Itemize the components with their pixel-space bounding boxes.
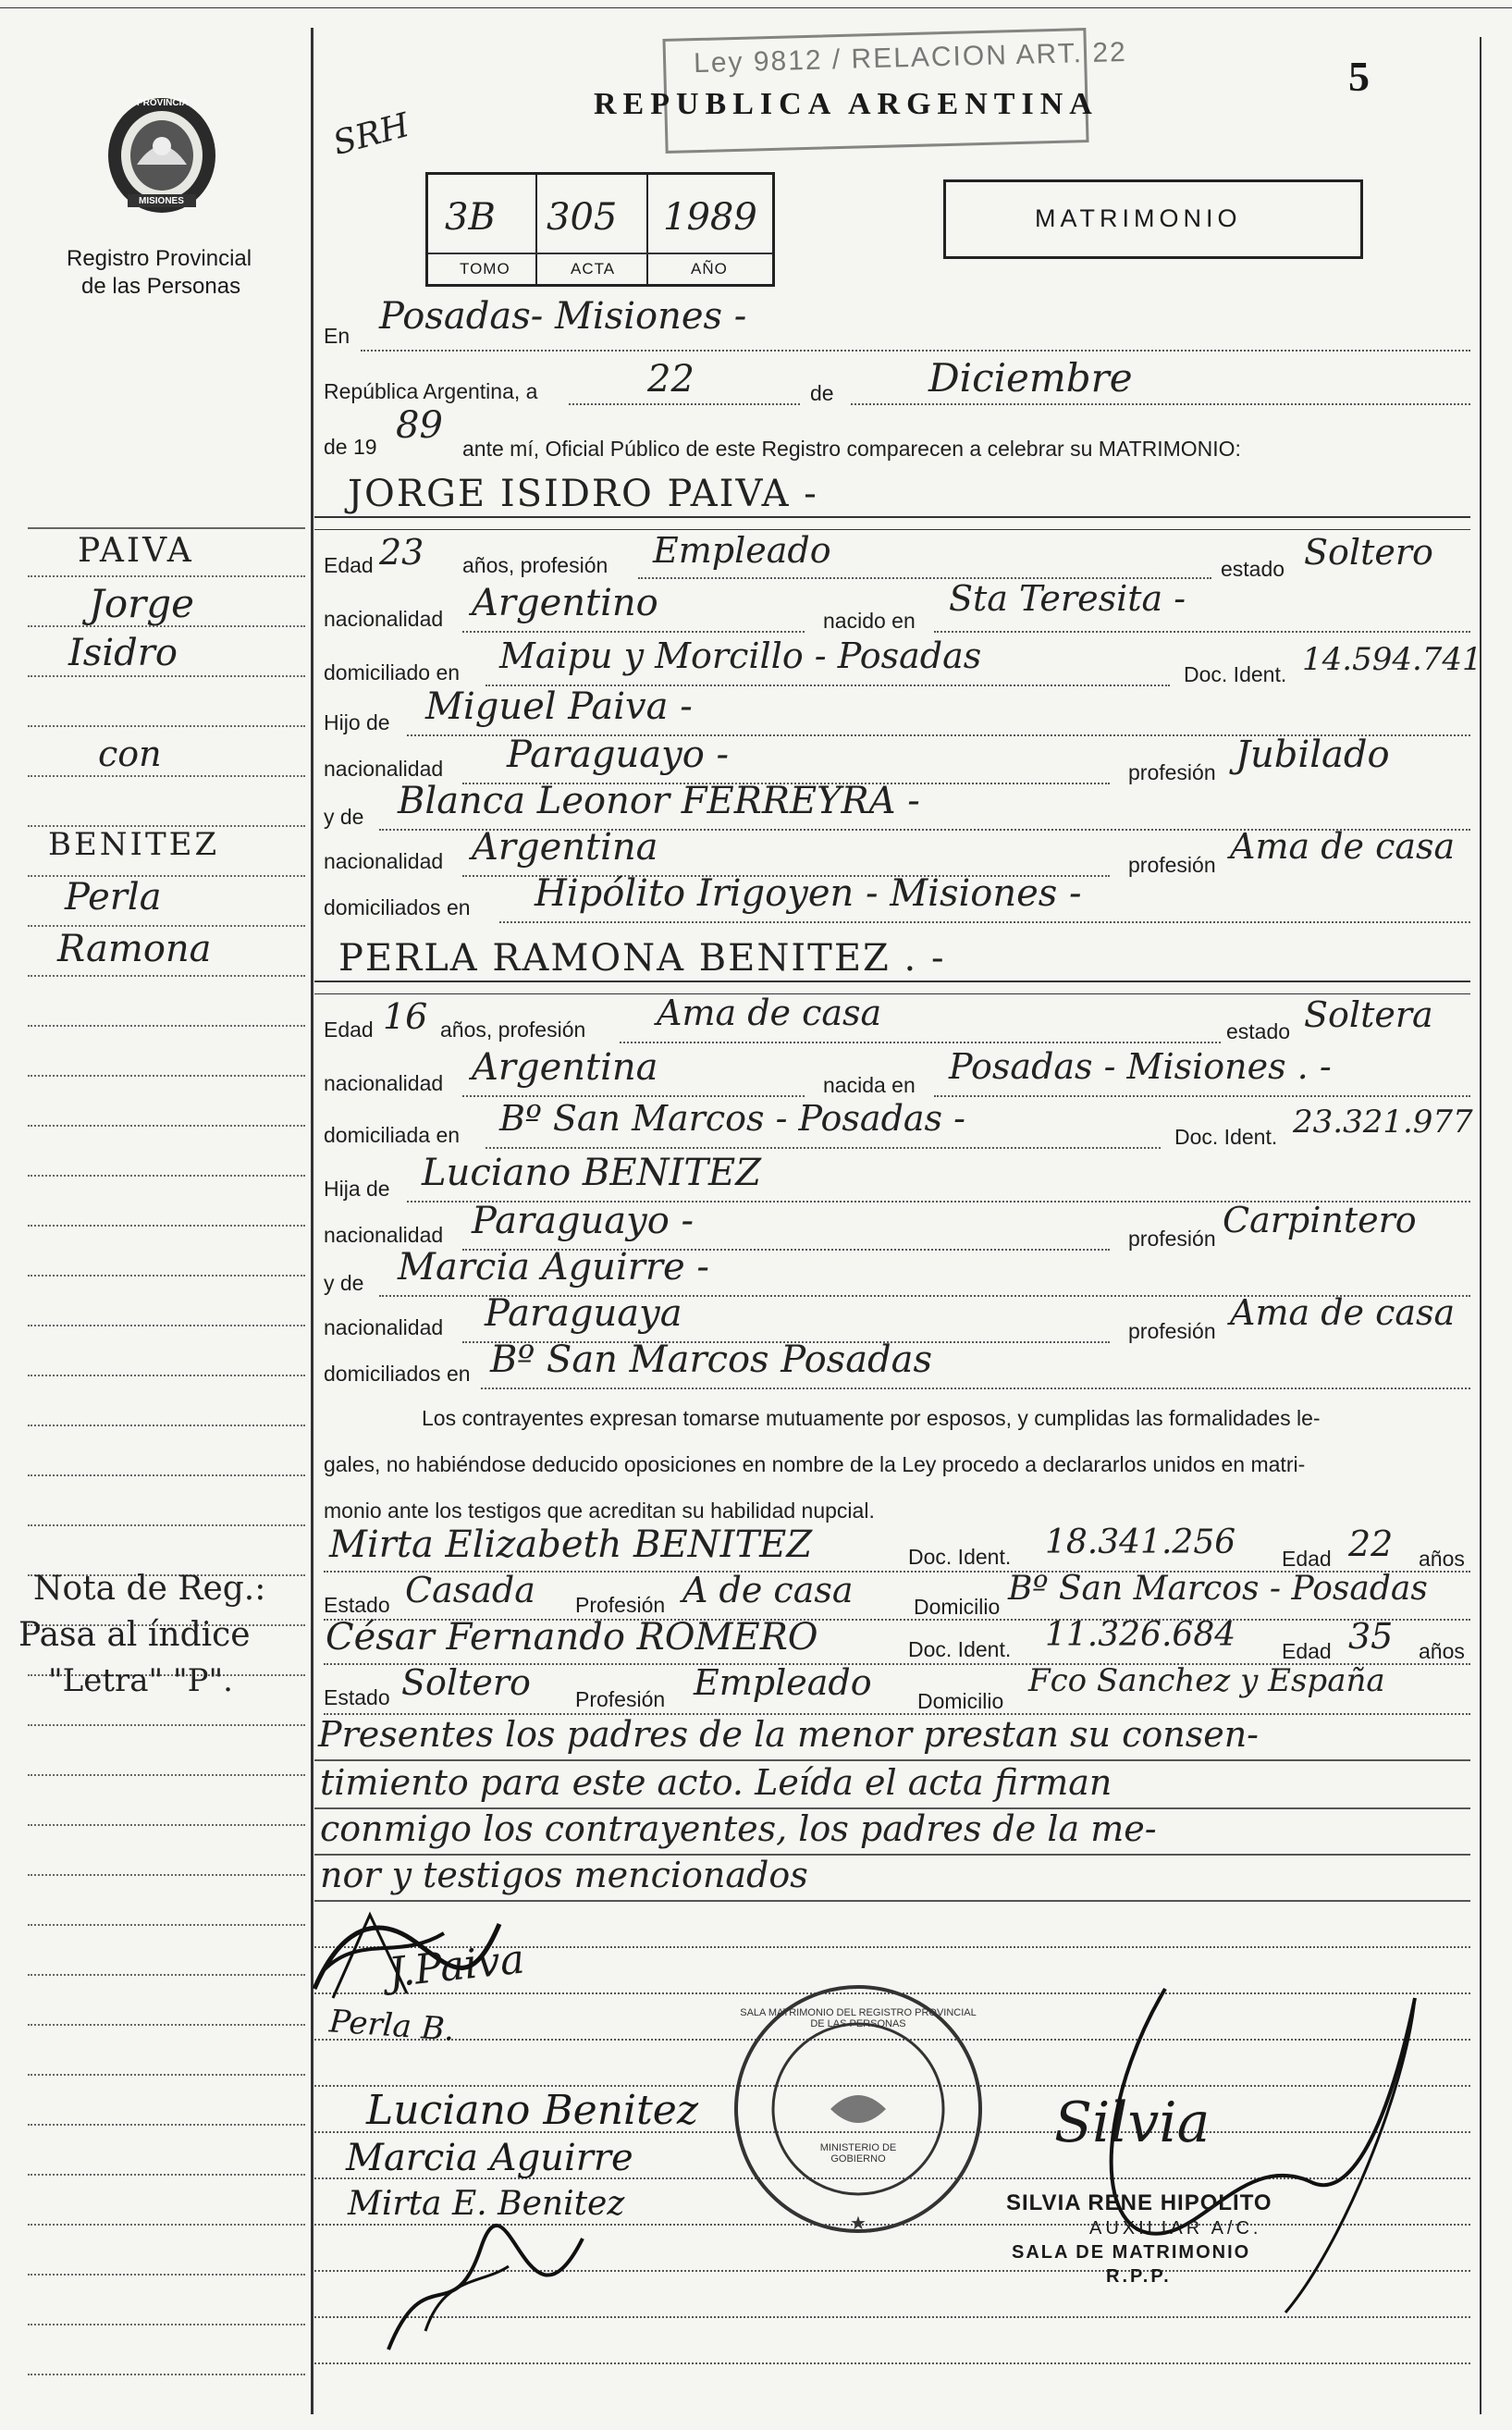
svg-text:★: ★: [850, 2214, 867, 2234]
groom-mother-prof-label: profesión: [1128, 853, 1216, 877]
signature-bride-mother: Marcia Aguirre: [346, 2137, 633, 2179]
witness2-anos-label: años: [1419, 1639, 1465, 1663]
bride-doc: 23.321.977: [1293, 1104, 1473, 1141]
signature-bride: Perla B.: [327, 2003, 456, 2049]
signature-bride-father: Luciano Benitez: [366, 2087, 699, 2134]
record-type-box: [943, 179, 1363, 259]
witness2-doc-label: Doc. Ident.: [908, 1637, 1012, 1661]
legal-text-line3: monio ante los testigos que acreditan su habilidad nupcial.: [324, 1499, 875, 1523]
observation-line3: conmigo los contrayentes, los padres de la me-: [320, 1808, 1157, 1849]
margin-bride-name2: Ramona: [57, 928, 212, 970]
witness2-estado: Soltero: [401, 1662, 531, 1703]
bride-father-nationality: Paraguayo -: [472, 1200, 695, 1242]
witness1-age: 22: [1348, 1523, 1394, 1564]
bride-mother-prof-label: profesión: [1128, 1319, 1216, 1343]
groom-hijo-label: Hijo de: [324, 710, 390, 734]
law-stamp-text: Ley 9812 / RELACION ART. 22: [693, 36, 1128, 80]
groom-doc-label: Doc. Ident.: [1184, 662, 1287, 686]
bride-edad-label: Edad: [324, 1018, 374, 1042]
bride-parents-domicile: Bº San Marcos Posadas: [490, 1338, 933, 1381]
seal-outer-text: SALA MATRIMONIO DEL REGISTRO PROVINCIAL DE LAS PERSONAS: [740, 2007, 977, 2029]
bride-mother-nationality: Paraguaya: [485, 1292, 682, 1335]
day-value: 22: [647, 358, 695, 401]
groom-doc: 14.594.741: [1302, 641, 1482, 678]
witness1-anos-label: años: [1419, 1547, 1465, 1571]
groom-anos-profesion-label: años, profesión: [462, 553, 608, 577]
legal-text-line2: gales, no habiéndose deducido oposiciones en nombre de la Ley procedo a declararlos unidos en matri-: [324, 1452, 1306, 1476]
ano-value: 1989: [663, 196, 757, 239]
de-label: de: [810, 381, 834, 405]
margin-note-line1: Nota de Reg.:: [33, 1570, 266, 1608]
bride-birthplace: Posadas - Misiones . -: [949, 1046, 1332, 1087]
year-suffix: 89: [396, 404, 443, 447]
official-signature: Silvia: [1054, 2091, 1211, 2155]
witness1-estado-label: Estado: [324, 1593, 390, 1617]
witness1-estado: Casada: [405, 1570, 535, 1610]
bride-anos-profesion-label: años, profesión: [440, 1018, 586, 1042]
groom-yde-label: y de: [324, 805, 364, 829]
official-signature-stroke: [1008, 1980, 1433, 2322]
observation-line1: Presentes los padres de la menor prestan su consen-: [318, 1714, 1260, 1755]
bride-domiciliada-label: domiciliada en: [324, 1123, 461, 1147]
acta-value: 305: [547, 196, 618, 239]
groom-domiciliado-label: domiciliado en: [324, 660, 461, 685]
witness2-prof-label: Profesión: [575, 1687, 666, 1711]
margin-groom-name1: Jorge: [89, 581, 194, 626]
seal-top-text: PROVINCIA: [137, 98, 189, 108]
bride-parents-dom-label: domiciliados en: [324, 1362, 471, 1386]
witness1-edad-label: Edad: [1282, 1547, 1332, 1571]
witness1-domicile: Bº San Marcos - Posadas: [1008, 1570, 1428, 1608]
document-title: REPUBLICA ARGENTINA: [594, 87, 1099, 121]
groom-full-name: JORGE ISIDRO PAIVA -: [348, 473, 818, 515]
witness1-profession: A de casa: [682, 1570, 854, 1610]
groom-estado-label: estado: [1221, 557, 1285, 581]
groom-edad-label: Edad: [324, 553, 374, 577]
tomo-label: TOMO: [460, 260, 510, 278]
margin-con: con: [98, 734, 162, 774]
registry-name-line2: de las Personas: [81, 274, 241, 299]
groom-mother: Blanca Leonor FERREYRA -: [398, 780, 920, 822]
groom-age: 23: [379, 532, 424, 573]
registry-name-line1: Registro Provincial: [67, 246, 252, 271]
intro-text: ante mí, Oficial Público de este Registro comparecen a celebrar su MATRIMONIO:: [462, 437, 1241, 461]
bride-estado: Soltera: [1304, 994, 1433, 1035]
groom-nationality: Argentino: [472, 582, 658, 624]
bride-full-name: PERLA RAMONA BENITEZ . -: [338, 937, 946, 980]
ano-label: AÑO: [691, 260, 728, 278]
bride-father-prof-label: profesión: [1128, 1227, 1216, 1251]
official-scribble-icon: [1008, 1980, 1433, 2322]
bride-yde-label: y de: [324, 1271, 364, 1295]
bride-estado-label: estado: [1226, 1019, 1291, 1043]
year-prefix: de 19: [324, 435, 377, 459]
groom-father-nationality: Paraguayo -: [507, 734, 730, 776]
witness2-dom-label: Domicilio: [917, 1689, 1004, 1713]
legal-text-line1: Los contrayentes expresan tomarse mutuamente por esposos, y cumplidas las formalidades le-: [422, 1406, 1321, 1430]
groom-mother-nac-label: nacionalidad: [324, 849, 444, 873]
bride-nacida-label: nacida en: [823, 1073, 916, 1097]
margin-note-line3: "Letra" "P".: [48, 1662, 233, 1699]
province-coat-of-arms: [100, 91, 224, 218]
official-registry-seal: [729, 1980, 988, 2239]
signature-scribble-bottom: [370, 2220, 592, 2359]
groom-father-nac-label: nacionalidad: [324, 757, 444, 781]
seal-bottom-text: MISIONES: [139, 196, 184, 206]
bride-nacionalidad-label: nacionalidad: [324, 1071, 444, 1095]
bride-hija-label: Hija de: [324, 1177, 390, 1201]
groom-mother-profession: Ama de casa: [1230, 826, 1456, 867]
official-department: SALA DE MATRIMONIO: [1012, 2242, 1251, 2263]
bride-father-nac-label: nacionalidad: [324, 1223, 444, 1247]
groom-nacido-label: nacido en: [823, 609, 916, 633]
observation-line2: timiento para este acto. Leída el acta firman: [320, 1762, 1112, 1803]
margin-bride-name1: Perla: [65, 876, 162, 919]
signature-groom: J.Paiva: [386, 1935, 527, 1997]
groom-domicile: Maipu y Morcillo - Posadas: [499, 635, 982, 676]
witness1-name: Mirta Elizabeth BENITEZ: [329, 1523, 813, 1566]
official-name: SILVIA RENE HIPOLITO: [1006, 2190, 1272, 2215]
groom-profession: Empleado: [653, 530, 831, 571]
margin-bride-surname: BENITEZ: [48, 826, 220, 863]
margin-groom-surname: PAIVA: [78, 532, 194, 570]
seal-inner-text: MINISTERIO DE GOBIERNO: [819, 2142, 897, 2165]
witness2-estado-label: Estado: [324, 1685, 390, 1709]
margin-groom-name2: Isidro: [68, 632, 178, 674]
groom-parents-dom-label: domiciliados en: [324, 895, 471, 919]
groom-mother-nationality: Argentina: [472, 826, 658, 869]
witness1-prof-label: Profesión: [575, 1593, 666, 1617]
right-border: [1480, 37, 1481, 2414]
groom-estado: Soltero: [1304, 532, 1433, 573]
witness1-doc-label: Doc. Ident.: [908, 1545, 1012, 1569]
groom-parents-domicile: Hipólito Irigoyen - Misiones -: [535, 872, 1082, 915]
groom-father: Miguel Paiva -: [425, 685, 693, 728]
month-value: Diciembre: [928, 355, 1133, 401]
bride-mother-profession: Ama de casa: [1230, 1292, 1456, 1333]
bride-father-profession: Carpintero: [1223, 1200, 1417, 1240]
groom-nacionalidad-label: nacionalidad: [324, 607, 444, 631]
signature-scribble: [305, 1906, 509, 2007]
bride-nationality: Argentina: [472, 1046, 658, 1089]
margin-note-line2: Pasa al índice: [18, 1616, 251, 1654]
witness2-domicile: Fco Sanchez y España: [1028, 1662, 1385, 1699]
witness2-profession: Empleado: [694, 1662, 872, 1703]
scribble-initials: SRH: [328, 105, 413, 164]
republica-label: República Argentina, a: [324, 379, 538, 403]
official-organization: R.P.P.: [1106, 2266, 1172, 2287]
en-label: En: [324, 324, 350, 348]
official-title: AUXILIAR A/C.: [1089, 2218, 1262, 2239]
bride-profession: Ama de casa: [657, 993, 882, 1033]
bride-father: Luciano BENITEZ: [422, 1152, 761, 1194]
page-number: 5: [1348, 53, 1370, 100]
groom-father-profession: Jubilado: [1235, 734, 1390, 776]
tomo-value: 3B: [445, 196, 496, 239]
groom-birthplace: Sta Teresita -: [949, 578, 1186, 619]
witness2-name: César Fernando ROMERO: [326, 1616, 818, 1659]
bride-mother-nac-label: nacionalidad: [324, 1315, 444, 1339]
scribble-icon: [305, 1906, 509, 2007]
record-number-box: [425, 172, 775, 287]
scribble-bottom-icon: [370, 2220, 592, 2359]
margin-divider: [311, 28, 313, 2414]
bride-doc-label: Doc. Ident.: [1174, 1125, 1278, 1149]
witness2-edad-label: Edad: [1282, 1639, 1332, 1663]
record-type-label: MATRIMONIO: [1035, 204, 1242, 232]
top-edge: [0, 7, 1512, 8]
witness1-doc: 18.341.256: [1045, 1523, 1236, 1561]
acta-label: ACTA: [571, 260, 616, 278]
witness2-doc: 11.326.684: [1045, 1616, 1236, 1654]
bride-age: 16: [383, 996, 428, 1037]
bride-domicile: Bº San Marcos - Posadas -: [499, 1098, 965, 1139]
groom-father-prof-label: profesión: [1128, 760, 1216, 784]
witness2-age: 35: [1348, 1616, 1394, 1657]
place-value: Posadas- Misiones -: [379, 295, 747, 338]
observation-line4: nor y testigos mencionados: [320, 1855, 808, 1895]
witness1-dom-label: Domicilio: [914, 1595, 1001, 1619]
signature-witness: Mirta E. Benitez: [348, 2185, 625, 2223]
bride-mother: Marcia Aguirre -: [398, 1246, 709, 1289]
